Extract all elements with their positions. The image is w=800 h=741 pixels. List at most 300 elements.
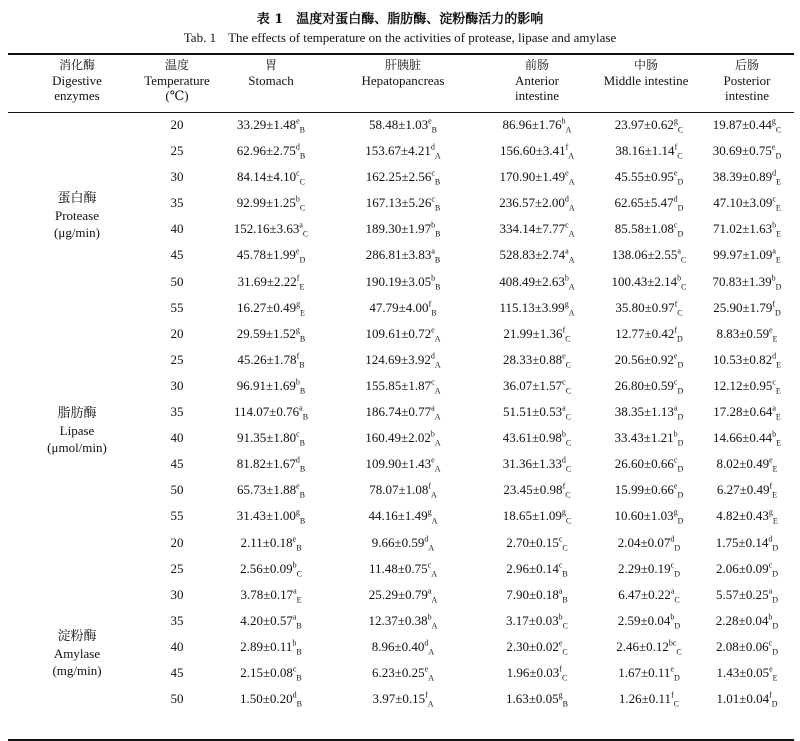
cell-value: 12.37±0.38: [368, 612, 428, 628]
cell-value: 26.60±0.66: [614, 456, 674, 472]
table-row: [0, 243, 800, 269]
subscript-letter: A: [568, 203, 575, 213]
cell-value: 3.78±0.17: [240, 586, 294, 602]
header-posterior: [692, 58, 800, 110]
cell-value: 124.69±3.92: [365, 351, 431, 367]
value-cell: [692, 195, 800, 211]
subscript-letter: D: [772, 543, 779, 553]
cell-value: 10.60±1.03: [614, 508, 674, 524]
value-cell: [344, 535, 462, 551]
subscript-letter: E: [772, 464, 778, 474]
cell-value: 2.56±0.09: [240, 560, 293, 576]
superscript-letter: b: [295, 377, 300, 387]
cell-value: 86.96±1.76: [502, 117, 562, 132]
value-cell: [212, 352, 330, 368]
cell-value: 12.77±0.42: [615, 325, 675, 341]
cell-value: 2.59±0.04: [617, 612, 671, 628]
subscript-letter: E: [776, 177, 782, 187]
cell-value: 38.16±1.14: [615, 143, 675, 159]
superscript-letter: d: [673, 194, 678, 204]
group-label-protease: [12, 190, 142, 241]
value-cell: [212, 404, 330, 420]
cell-value: 186.74±0.77: [365, 404, 432, 420]
superscript-letter: e: [670, 664, 674, 674]
cell-value: 70.83±1.39: [712, 273, 772, 289]
subscript-letter: B: [435, 229, 441, 239]
value-cell: [478, 430, 596, 446]
value-cell: [692, 482, 800, 498]
cell-value: 38.35±1.13: [614, 404, 674, 420]
subscript-letter: C: [674, 595, 680, 605]
cell-value: 2.46±0.12: [616, 638, 669, 654]
subscript-letter: C: [296, 569, 302, 579]
value-cell: [344, 613, 462, 629]
value-cell: [344, 404, 462, 420]
cell-value: 38.39±0.89: [712, 169, 773, 185]
subscript-letter: C: [565, 464, 572, 474]
superscript-letter: g: [427, 508, 432, 518]
subscript-letter: C: [565, 490, 571, 500]
subscript-letter: E: [775, 203, 781, 213]
cell-value: 31.36±1.33: [502, 456, 562, 472]
value-cell: [212, 378, 330, 394]
subscript-letter: D: [677, 177, 684, 187]
cell-value: 2.15±0.08: [240, 664, 293, 680]
value-cell: [478, 535, 596, 551]
header-stomach-cn: 胃: [264, 58, 277, 72]
superscript-letter: a: [299, 221, 303, 231]
cell-value: 84.14±4.10: [236, 169, 297, 185]
superscript-letter: g: [296, 299, 301, 309]
superscript-letter: g: [558, 690, 563, 700]
cell-value: 29.59±1.52: [236, 325, 296, 341]
cell-value: 190.19±3.05: [365, 273, 432, 289]
value-cell: [344, 326, 462, 342]
superscript-letter: e: [771, 142, 776, 152]
subscript-letter: D: [775, 151, 782, 161]
superscript-letter: a: [677, 247, 681, 257]
cell-value: 30.69±0.75: [712, 143, 772, 159]
table-title-cn: 表 1 温度对蛋白酶、脂肪酶、淀粉酶活力的影响: [256, 12, 544, 27]
cell-value: 1.26±0.11: [618, 691, 672, 707]
table-row: [0, 687, 800, 713]
value-cell: [692, 221, 800, 237]
temperature-cell: 25: [170, 560, 184, 576]
value-cell: [478, 482, 596, 498]
value-cell: [590, 117, 708, 133]
subscript-letter: A: [431, 517, 438, 526]
temperature-cell: 45: [170, 247, 184, 263]
cell-value: 170.90±1.49: [499, 169, 566, 185]
value-cell: [478, 326, 596, 342]
superscript-letter: d: [295, 142, 300, 152]
subscript-letter: D: [674, 569, 680, 579]
superscript-letter: g: [295, 325, 300, 335]
superscript-letter: b: [427, 612, 432, 622]
superscript-letter: a: [431, 247, 435, 257]
subscript-letter: A: [568, 229, 575, 239]
value-cell: [344, 508, 462, 524]
cell-value: 109.90±1.43: [365, 456, 432, 472]
header-temperature-cn: 温度: [164, 58, 189, 72]
top-rule: [8, 53, 794, 55]
value-cell: [478, 613, 596, 629]
cell-value: 62.96±2.75: [236, 143, 296, 159]
superscript-letter: d: [561, 455, 566, 465]
value-cell: [212, 247, 330, 266]
cell-value: 51.51±0.53: [502, 404, 563, 420]
superscript-letter: f: [769, 690, 772, 700]
value-cell: [692, 639, 800, 655]
cell-value: 21.99±1.36: [503, 325, 563, 341]
cell-value: 91.35±1.80: [236, 430, 297, 446]
temperature-cell: 30: [170, 169, 184, 185]
cell-value: 6.47±0.22: [618, 586, 671, 602]
superscript-letter: b: [292, 560, 297, 570]
cell-value: 152.16±3.63: [233, 221, 300, 237]
cell-value: 3.97±0.15: [372, 691, 426, 707]
superscript-letter: e: [295, 247, 300, 257]
subscript-letter: D: [677, 229, 684, 239]
subscript-letter: D: [677, 334, 683, 344]
superscript-letter: c: [292, 664, 297, 674]
cell-value: 4.20±0.57: [240, 612, 293, 628]
value-cell: [590, 169, 708, 185]
value-cell: [692, 508, 800, 524]
subscript-letter: C: [299, 203, 306, 213]
cell-value: 36.07±1.57: [502, 377, 563, 393]
subscript-letter: B: [431, 308, 437, 318]
subscript-letter: B: [296, 699, 302, 709]
subscript-letter: D: [771, 699, 778, 709]
cell-value: 2.29±0.19: [618, 560, 671, 576]
subscript-letter: A: [428, 673, 434, 683]
superscript-letter: e: [558, 638, 563, 648]
subscript-letter: A: [431, 490, 437, 500]
subscript-letter: B: [299, 517, 306, 526]
cell-value: 16.27±0.49: [236, 299, 297, 315]
subscript-letter: E: [299, 282, 305, 292]
subscript-letter: A: [434, 412, 441, 422]
value-cell: [590, 300, 708, 316]
superscript-letter: c: [431, 168, 435, 178]
table-row: [0, 139, 800, 165]
header-hepatopancreas-cn: 肝胰脏: [384, 58, 421, 72]
value-cell: [344, 352, 462, 368]
cell-value: 47.10±3.09: [713, 195, 773, 211]
header-posterior-en1: Posterior: [723, 73, 771, 88]
cell-value: 1.75±0.14: [715, 534, 769, 550]
subscript-letter: E: [772, 517, 778, 526]
subscript-letter: D: [299, 256, 306, 266]
subscript-letter: C: [677, 308, 683, 318]
table-row: [0, 478, 800, 504]
superscript-letter: c: [565, 221, 569, 231]
header-temperature: [132, 58, 222, 110]
superscript-letter: f: [772, 299, 776, 309]
value-cell: [344, 300, 462, 316]
value-cell: [590, 274, 708, 290]
subscript-letter: C: [565, 386, 572, 396]
cell-value: 8.96±0.40: [371, 638, 425, 654]
value-cell: [590, 247, 708, 266]
subscript-letter: A: [431, 569, 437, 579]
subscript-letter: C: [673, 699, 680, 709]
cell-value: 156.60±3.41: [499, 143, 566, 159]
subscript-letter: D: [775, 308, 781, 318]
superscript-letter: b: [771, 273, 776, 283]
subscript-letter: A: [434, 386, 441, 396]
superscript-letter: b: [768, 612, 773, 622]
cell-value: 1.96±0.03: [506, 664, 560, 680]
value-cell: [590, 639, 708, 655]
cell-value: 6.23±0.25: [372, 664, 425, 680]
superscript-letter: g: [673, 116, 678, 126]
superscript-letter: a: [427, 586, 432, 596]
cell-value: 58.48±1.03: [368, 117, 429, 132]
cell-value: 153.67±4.21: [365, 143, 431, 159]
value-cell: [590, 613, 708, 629]
superscript-letter: d: [295, 455, 300, 465]
superscript-letter: f: [565, 142, 569, 152]
superscript-letter: b: [677, 273, 682, 283]
subscript-letter: B: [299, 464, 306, 474]
superscript-letter: g: [295, 508, 300, 518]
value-cell: [692, 300, 800, 316]
cell-value: 45.55±0.95: [614, 169, 674, 185]
subscript-letter: B: [296, 621, 302, 631]
subscript-letter: C: [565, 334, 571, 344]
cell-value: 160.49±2.02: [365, 430, 431, 446]
superscript-letter: d: [670, 534, 675, 544]
subscript-letter: C: [565, 412, 572, 422]
superscript-letter: f: [674, 299, 678, 309]
superscript-letter: f: [428, 481, 432, 491]
subscript-letter: D: [674, 621, 681, 631]
cell-value: 20.56±0.92: [614, 351, 674, 367]
superscript-letter: e: [769, 455, 773, 465]
superscript-letter: c: [562, 377, 566, 387]
superscript-letter: b: [772, 221, 777, 231]
cell-value: 19.87±0.44: [712, 117, 772, 132]
subscript-letter: B: [296, 543, 302, 553]
subscript-letter: D: [677, 386, 684, 396]
cell-value: 334.14±7.77: [499, 221, 566, 237]
subscript-letter: E: [776, 438, 782, 448]
value-cell: [344, 169, 462, 185]
value-cell: [478, 221, 596, 237]
header-enzyme-cn: 消化酶: [58, 58, 95, 72]
group-label-amylase: [12, 628, 142, 679]
subscript-letter: D: [677, 360, 684, 370]
superscript-letter: e: [296, 116, 300, 126]
value-cell: [692, 247, 800, 266]
subscript-letter: D: [677, 438, 684, 448]
cell-value: 15.99±0.66: [614, 482, 674, 498]
value-cell: [478, 117, 596, 133]
subscript-letter: B: [435, 282, 441, 292]
value-cell: [692, 535, 800, 551]
group-lipase-en: Lipase: [59, 423, 95, 438]
cell-value: 2.06±0.09: [716, 560, 769, 576]
superscript-letter: b: [431, 273, 436, 283]
subscript-letter: D: [775, 282, 782, 292]
cell-value: 1.50±0.20: [240, 691, 293, 707]
value-cell: [344, 665, 462, 681]
subscript-letter: C: [299, 177, 306, 187]
superscript-letter: h: [561, 116, 566, 126]
header-anterior-en1: Anterior: [514, 73, 560, 88]
cell-value: 138.06±2.55: [611, 247, 678, 263]
superscript-letter: b: [558, 612, 563, 622]
cell-value: 189.30±1.97: [365, 221, 432, 237]
value-cell: [344, 430, 462, 446]
superscript-letter: a: [673, 403, 678, 413]
temperature-cell: 20: [170, 325, 184, 341]
cell-value: 236.57±2.00: [499, 195, 565, 211]
subscript-letter: B: [562, 699, 568, 709]
temperature-cell: 35: [170, 612, 184, 628]
superscript-letter: g: [768, 508, 773, 518]
subscript-letter: B: [296, 673, 302, 683]
header-anterior-cn: 前肠: [524, 58, 549, 72]
value-cell: [692, 326, 800, 342]
cell-value: 45.78±1.99: [236, 247, 296, 263]
value-cell: [344, 221, 462, 237]
subscript-letter: E: [775, 256, 781, 266]
superscript-letter: d: [430, 351, 435, 361]
superscript-letter: c: [673, 455, 678, 465]
superscript-letter: e: [431, 325, 435, 335]
superscript-letter: e: [292, 534, 297, 544]
superscript-letter: a: [292, 612, 297, 622]
subscript-letter: A: [568, 151, 575, 161]
table-label: Tab. 1: [183, 30, 217, 45]
value-cell: [212, 117, 330, 133]
temperature-cell: 25: [170, 351, 184, 367]
cell-value: 9.66±0.59: [371, 534, 425, 550]
subscript-letter: B: [299, 151, 306, 161]
superscript-letter: a: [772, 247, 776, 257]
subscript-letter: C: [562, 621, 568, 631]
subscript-letter: C: [561, 673, 568, 683]
value-cell: [478, 300, 596, 316]
header-temperature-en: Temperature: [144, 73, 210, 88]
subscript-letter: D: [677, 412, 684, 422]
subscript-letter: B: [299, 334, 306, 344]
superscript-letter: a: [293, 586, 297, 596]
header-stomach-en: Stomach: [248, 73, 294, 88]
cell-value: 7.90±0.18: [506, 586, 559, 602]
value-cell: [590, 143, 708, 159]
value-cell: [344, 143, 462, 159]
value-cell: [344, 587, 462, 603]
value-cell: [344, 561, 462, 577]
cell-value: 26.80±0.59: [614, 377, 674, 393]
value-cell: [692, 665, 800, 681]
value-cell: [590, 352, 708, 368]
subscript-letter: C: [565, 360, 572, 370]
cell-value: 167.13±5.26: [365, 195, 432, 211]
subscript-letter: D: [677, 464, 684, 474]
value-cell: [344, 274, 462, 290]
value-cell: [478, 352, 596, 368]
superscript-letter: a: [670, 586, 675, 596]
value-cell: [692, 613, 800, 629]
value-cell: [692, 691, 800, 707]
value-cell: [692, 169, 800, 185]
superscript-letter: f: [769, 481, 773, 491]
cell-value: 6.27±0.49: [716, 482, 770, 498]
value-cell: [212, 326, 330, 342]
value-cell: [344, 247, 462, 266]
header-enzyme-en2: enzymes: [54, 88, 100, 103]
superscript-letter: d: [424, 638, 429, 648]
subscript-letter: E: [772, 490, 778, 500]
subscript-letter: B: [562, 569, 568, 579]
table-title-en: [0, 30, 800, 46]
subscript-letter: D: [772, 595, 778, 605]
superscript-letter: b: [673, 429, 678, 439]
superscript-letter: c: [670, 560, 675, 570]
table-row: [0, 452, 800, 478]
cell-value: 31.69±2.22: [237, 273, 297, 289]
superscript-letter: e: [769, 664, 773, 674]
value-cell: [478, 378, 596, 394]
cell-value: 2.89±0.11: [240, 638, 293, 654]
cell-value: 25.90±1.79: [713, 299, 773, 315]
subscript-letter: C: [680, 256, 687, 266]
subscript-letter: D: [677, 517, 684, 526]
superscript-letter: g: [564, 299, 569, 309]
header-middle-en: Middle intestine: [603, 73, 689, 88]
superscript-letter: b: [295, 194, 300, 204]
header-hepatopancreas-en: Hepatopancreas: [361, 73, 445, 88]
superscript-letter: e: [673, 168, 678, 178]
value-cell: [590, 430, 708, 446]
subscript-letter: D: [677, 203, 684, 213]
superscript-letter: e: [296, 481, 300, 491]
subscript-letter: B: [434, 203, 441, 213]
table-title-en-text: The effects of temperature on the activities of protease, lipase and amylase: [228, 30, 617, 45]
cell-value: 2.11±0.18: [240, 534, 293, 550]
value-cell: [212, 613, 330, 629]
subscript-letter: A: [434, 334, 441, 344]
value-cell: [692, 143, 800, 159]
temperature-cell: 25: [170, 143, 184, 159]
subscript-letter: B: [302, 412, 309, 422]
value-cell: [212, 587, 330, 603]
cell-value: 1.01±0.04: [716, 691, 770, 707]
temperature-cell: 40: [170, 430, 184, 446]
value-cell: [478, 195, 596, 211]
value-cell: [212, 482, 330, 498]
value-cell: [212, 169, 330, 185]
group-protease-unit: (μg/min): [54, 225, 100, 240]
subscript-letter: E: [775, 386, 781, 396]
superscript-letter: b: [561, 429, 566, 439]
cell-value: 18.65±1.09: [502, 508, 562, 524]
subscript-letter: A: [565, 125, 572, 135]
value-cell: [692, 404, 800, 420]
value-cell: [590, 326, 708, 342]
temperature-cell: 20: [170, 534, 184, 550]
superscript-letter: f: [674, 142, 678, 152]
cell-value: 14.66±0.44: [712, 430, 773, 446]
cell-value: 35.80±0.97: [615, 299, 675, 315]
cell-value: 28.33±0.88: [502, 351, 563, 367]
cell-value: 23.97±0.62: [614, 117, 674, 132]
